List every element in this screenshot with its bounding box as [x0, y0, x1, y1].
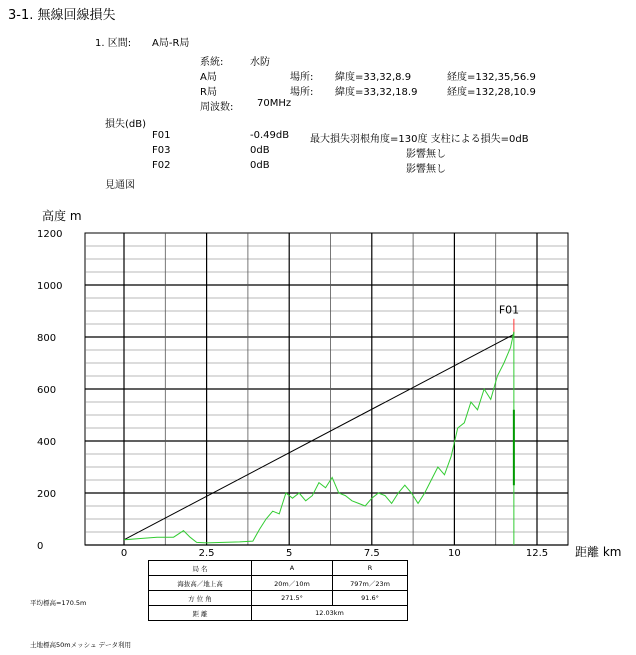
page-title: 3-1. 無線回線損失 [8, 8, 116, 23]
x-tick-label: 5 [286, 548, 293, 559]
station-a-name: A局 [200, 72, 217, 83]
loss-row-id: F02 [152, 160, 171, 171]
section-label: 1. 区間: [95, 38, 132, 49]
station-a-lon: 経度=132,35,56.9 [447, 72, 536, 83]
table-cell: 91.6° [333, 591, 408, 606]
table-cell: 局 名 [149, 561, 252, 576]
station-a-lat: 緯度=33,32,8.9 [335, 72, 412, 83]
table-cell: R [333, 561, 408, 576]
x-tick-label: 12.5 [525, 548, 549, 559]
x-tick-label: 2.5 [198, 548, 215, 559]
table-row [149, 576, 408, 591]
y-tick-label: 1200 [37, 229, 63, 240]
station-r-lat: 緯度=33,32,18.9 [335, 87, 418, 98]
route-name: A局-R局 [152, 38, 190, 49]
y-tick-labels [37, 229, 62, 552]
loss-row-note: 影響無し [406, 149, 446, 160]
y-tick-label: 1000 [37, 281, 63, 292]
table-cell: 12.03km [252, 606, 408, 621]
loss-row-value: 0dB [250, 145, 270, 156]
chart-series [124, 319, 514, 545]
table-cell: 20m／10m [252, 576, 333, 591]
avg-elevation-note: 平均標高=170.5m [30, 599, 87, 607]
x-tick-label: 7.5 [363, 548, 380, 559]
station-r-place-label: 場所: [290, 87, 314, 98]
x-tick-label: 0 [120, 548, 128, 559]
station-r-lon: 経度=132,28,10.9 [447, 87, 536, 98]
loss-row-value: 0dB [250, 160, 270, 171]
y-tick-label: 0 [37, 541, 44, 552]
y-tick-label: 800 [37, 333, 57, 344]
y-tick-label: 400 [37, 437, 57, 448]
table-row [149, 606, 408, 621]
freq-label: 周波数: [200, 102, 234, 113]
station-a-place-label: 場所: [290, 72, 314, 83]
view-label: 見通図 [105, 180, 135, 191]
y-tick-label: 200 [37, 489, 57, 500]
system-label: 系統: [200, 57, 224, 68]
table-cell: 距 離 [149, 606, 252, 621]
system-value: 水防 [250, 57, 270, 68]
loss-label: 損失(dB) [105, 119, 147, 130]
loss-row-id: F03 [152, 145, 171, 156]
table-row [149, 591, 408, 606]
loss-row-id: F01 [152, 130, 171, 141]
station-table [148, 560, 408, 621]
table-cell: 271.5° [252, 591, 333, 606]
y-tick-label: 600 [37, 385, 57, 396]
x-axis-label: 距離 km [575, 545, 622, 559]
y-axis-label: 高度 m [42, 209, 82, 223]
x-tick-label: 10 [448, 548, 461, 559]
table-cell: 方 位 角 [149, 591, 252, 606]
table-cell: A [252, 561, 333, 576]
table-row [149, 561, 408, 576]
x-tick-labels [121, 548, 548, 559]
chart-grid [85, 233, 568, 545]
loss-row-note: 影響無し [406, 164, 446, 175]
station-r-name: R局 [200, 87, 217, 98]
loss-row-value: -0.49dB [250, 130, 290, 141]
freq-value: 70MHz [257, 98, 292, 109]
loss-row-note: 最大損失羽根角度=130度 支柱による損失=0dB [310, 134, 529, 145]
source-note: 土地標高50mメッシュ データ利用 [30, 641, 132, 649]
table-cell: 797m／23m [333, 576, 408, 591]
table-cell: 海抜高／地上高 [149, 576, 252, 591]
obstacle-label: F01 [498, 303, 520, 317]
